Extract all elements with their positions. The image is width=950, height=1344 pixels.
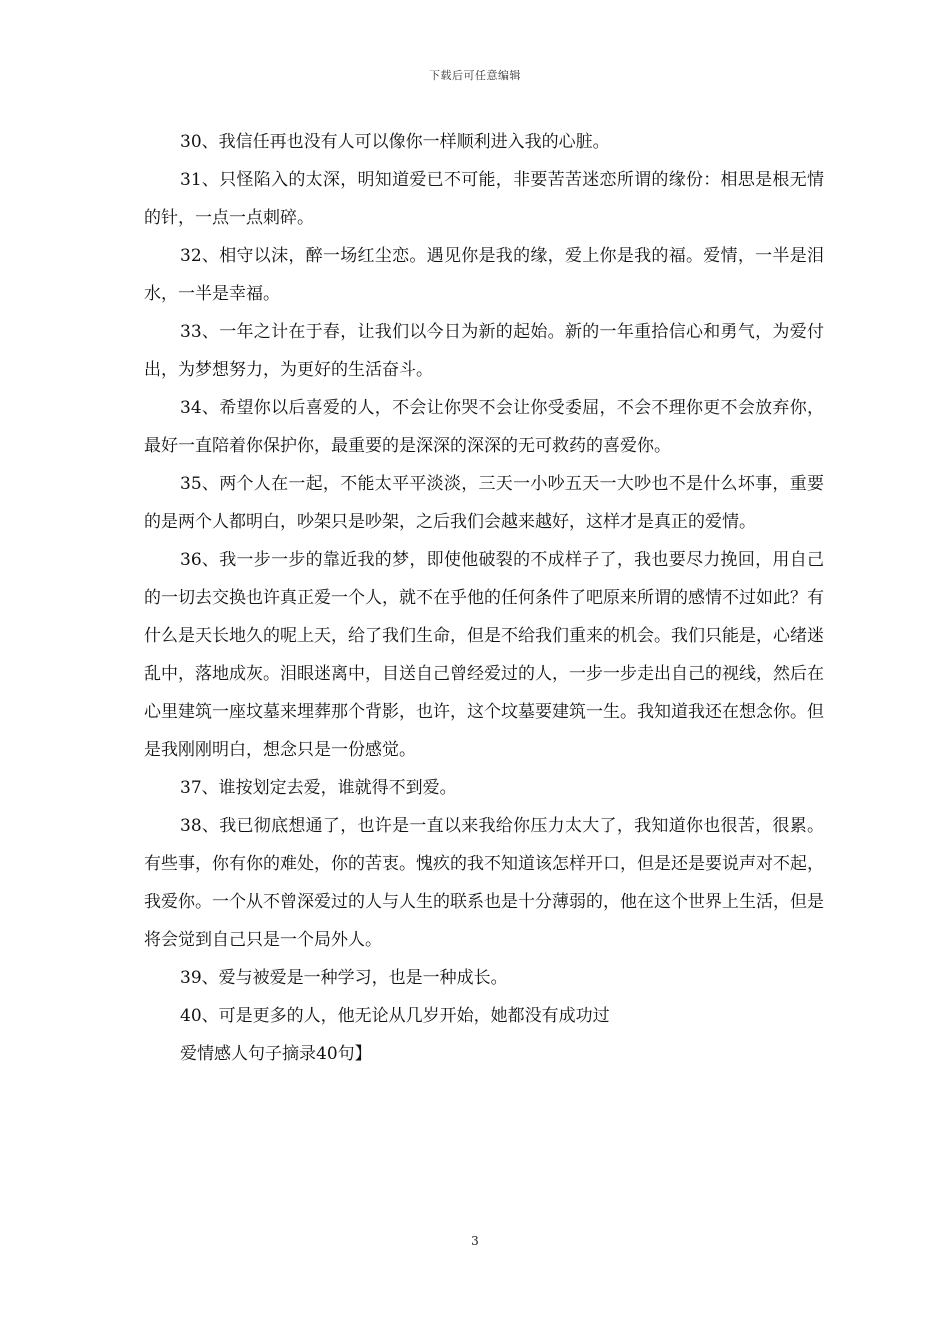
page-header-note: 下载后可任意编辑 [429, 69, 521, 82]
closing-title-line: 爱情感人句子摘录40句】 [180, 1044, 372, 1064]
paragraph-35: 35、两个人在一起，不能太平平淡淡，三天一小吵五天一大吵也不是什么坏事，重要的是两个人都明白，吵架只是吵架，之后我们会越来越好，这样才是真正的爱情。 [144, 474, 824, 532]
paragraph-33: 33、一年之计在于春，让我们以今日为新的起始。新的一年重拾信心和勇气，为爱付出，为梦想努力，为更好的生活奋斗。 [144, 322, 824, 380]
paragraph-38: 38、我已彻底想通了，也许是一直以来我给你压力太大了，我知道你也很苦，很累。有些事，你有你的难处，你的苦衷。愧疚的我不知道该怎样开口，但是还是要说声对不起，我爱你。一个从不曾深爱过的人与人生的联系也是十分薄弱的，他在这个世界上生活，但是将会觉到自己只是一个局外人。 [144, 816, 824, 950]
paragraph-31: 31、只怪陷入的太深，明知道爱已不可能，非要苦苦迷恋所谓的缘份：相思是根无情的针，一点一点刺碎。 [144, 170, 824, 228]
paragraph-34: 34、希望你以后喜爱的人，不会让你哭不会让你受委屈，不会不理你更不会放弃你，最好一直陪着你保护你，最重要的是深深的深深的无可救药的喜爱你。 [144, 398, 824, 456]
document-body [144, 123, 824, 1073]
paragraph-32: 32、相守以沫，醉一场红尘恋。遇见你是我的缘，爱上你是我的福。爱情，一半是泪水，一半是幸福。 [144, 246, 824, 304]
paragraph-39: 39、爱与被爱是一种学习，也是一种成长。 [180, 968, 508, 988]
page-number: 3 [471, 1234, 479, 1248]
paragraph-36: 36、我一步一步的靠近我的梦，即使他破裂的不成样子了，我也要尽力挽回，用自己的一切去交换也许真正爱一个人，就不在乎他的任何条件了吧原来所谓的感情不过如此？有什么是天长地久的呢上天，给了我们生命，但是不给我们重来的机会。我们只能是，心绪迷乱中，落地成灰。泪眼迷离中，目送自己曾经爱过的人，一步一步走出自己的视线，然后在心里建筑一座坟墓来埋葬那个背影，也许，这个坟墓要建筑一生。我知道我还在想念你。但是我刚刚明白，想念只是一份感觉。 [144, 550, 824, 760]
paragraph-40: 40、可是更多的人，他无论从几岁开始，她都没有成功过 [180, 1006, 610, 1026]
paragraph-30: 30、我信任再也没有人可以像你一样顺利进入我的心脏。 [180, 132, 610, 152]
paragraph-37: 37、谁按划定去爱，谁就得不到爱。 [180, 778, 457, 798]
